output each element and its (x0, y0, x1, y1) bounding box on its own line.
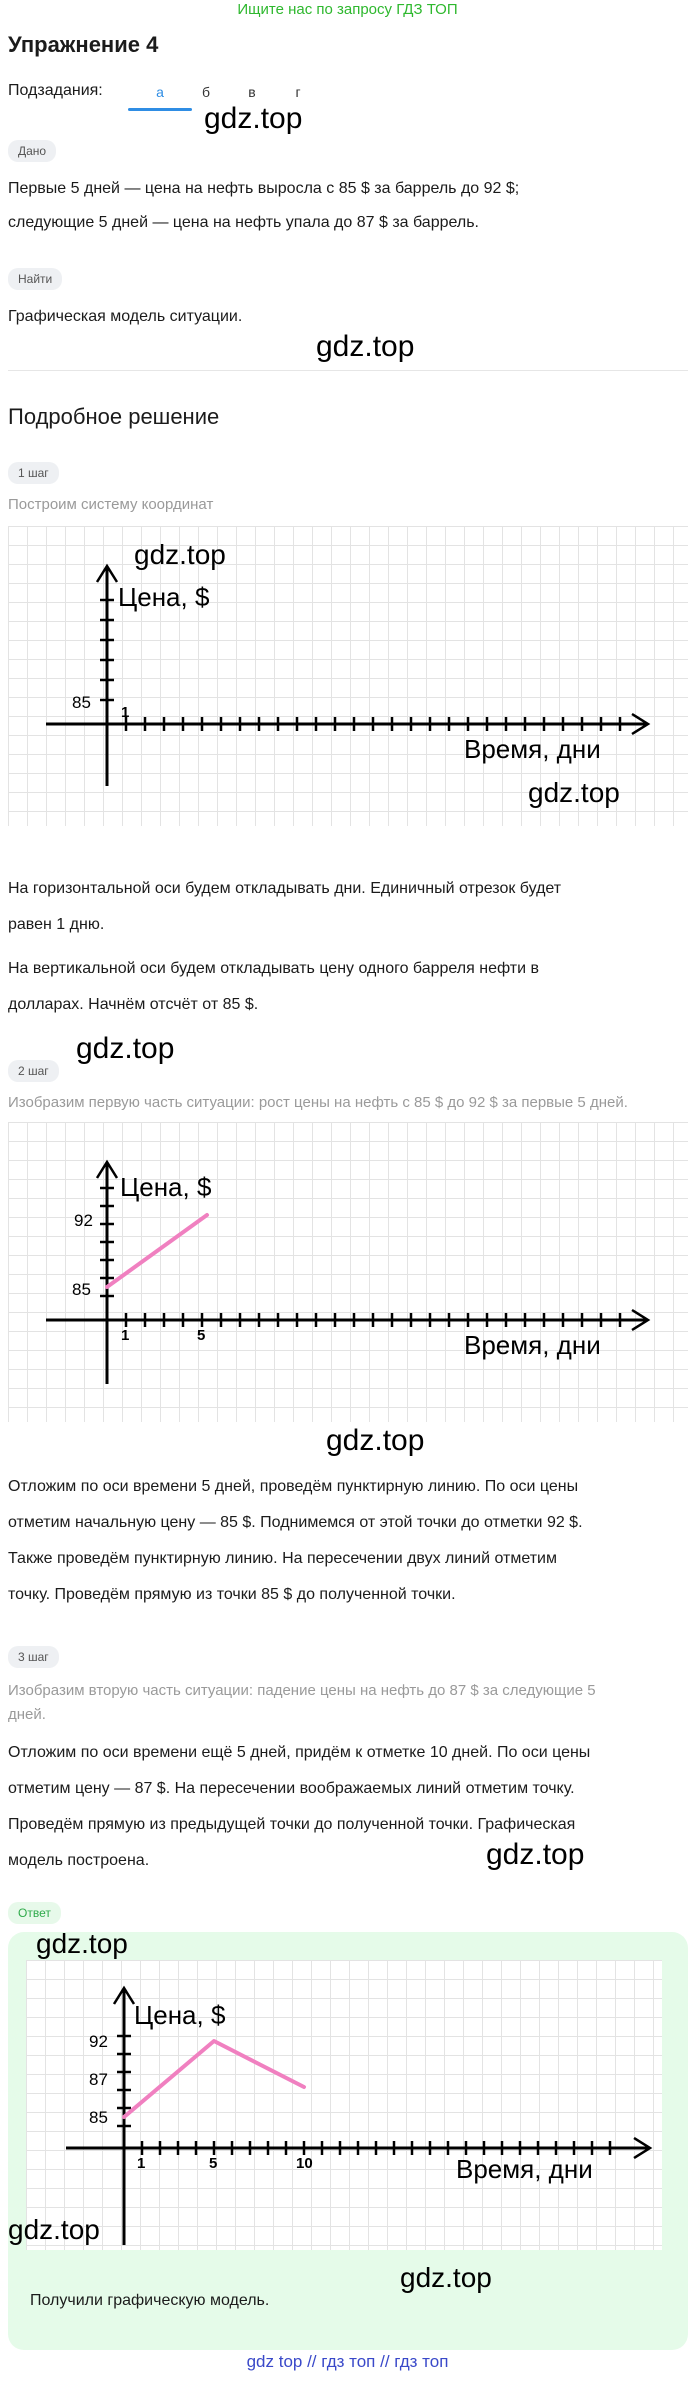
x-axis-label: Время, дни (456, 2154, 593, 2184)
watermark: gdz.top (528, 777, 620, 808)
y-axis-label: Цена, $ (118, 582, 210, 612)
step1-text4: долларах. Начнём отсчёт от 85 $. (8, 996, 259, 1013)
footer-links[interactable]: gdz top // гдз топ // гдз топ (246, 2352, 449, 2371)
answer-text: Получили графическую модель. (30, 2292, 270, 2309)
x-tick-label: 1 (121, 704, 130, 721)
step2-text3: Также проведём пунктирную линию. На пересечении двух линий отметим (8, 1550, 557, 1567)
subtasks-label: Подзадания: (8, 82, 103, 99)
x-tick-label-1: 1 (121, 1327, 130, 1344)
step3-text4: модель построена. (8, 1852, 150, 1869)
step3-caption2: дней. (8, 1706, 46, 1723)
series-line (124, 2041, 304, 2117)
given-pill: Дано (8, 140, 56, 162)
step1-caption: Построим систему координат (8, 496, 214, 513)
step3-text1: Отложим по оси времени ещё 5 дней, придём к отметке 10 дней. По оси цены (8, 1744, 591, 1761)
page-title: Упражнение 4 (8, 32, 159, 57)
watermark: gdz.top (486, 1838, 585, 1871)
y-tick-label-92: 92 (89, 2032, 108, 2051)
step2-pill: 2 шаг (8, 1060, 59, 1082)
step3-caption1: Изобразим вторую часть ситуации: падение цены на нефть до 87 $ за следующие 5 (8, 1682, 596, 1699)
step1-text1: На горизонтальной оси будем откладывать дни. Единичный отрезок будет (8, 880, 562, 897)
step3-pill: 3 шаг (8, 1646, 59, 1668)
y-tick-label: 85 (72, 693, 91, 712)
y-axis-label: Цена, $ (120, 1172, 212, 1202)
watermark: gdz.top (8, 2214, 100, 2245)
answer-pill: Ответ (8, 1902, 61, 1924)
x-tick-label-5: 5 (209, 2155, 218, 2172)
search-banner[interactable]: Ищите нас по запросу ГДЗ ТОП (237, 1, 458, 18)
step2-text2: отметим начальную цену — 85 $. Поднимемся от этой точки до отметки 92 $. (8, 1514, 583, 1531)
step3-text3: Проведём прямую из предыдущей точки до полученной точки. Графическая (8, 1816, 576, 1833)
given-text-line1: Первые 5 дней — цена на нефть выросла с 85 $ за баррель до 92 $; (8, 180, 520, 197)
step1-text3: На вертикальной оси будем откладывать цену одного барреля нефти в (8, 960, 539, 977)
y-axis-label: Цена, $ (134, 2000, 226, 2030)
y-tick-label-87: 87 (89, 2070, 108, 2089)
answer-graph (26, 1960, 662, 2250)
active-tab-indicator (128, 108, 192, 111)
step2-text1: Отложим по оси времени 5 дней, проведём пунктирную линию. По оси цены (8, 1478, 579, 1495)
watermark: gdz.top (76, 1032, 175, 1065)
step2-text4: точку. Проведём прямую из точки 85 $ до полученной точки. (8, 1586, 456, 1603)
watermark: gdz.top (134, 539, 226, 570)
tab-a[interactable]: а (156, 84, 164, 100)
step1-graph (8, 526, 688, 826)
step3-text2: отметим цену — 87 $. На пересечении воображаемых линий отметим точку. (8, 1780, 575, 1797)
x-axis-label: Время, дни (464, 1330, 601, 1360)
x-axis-label: Время, дни (464, 734, 601, 764)
watermark: gdz.top (204, 102, 303, 135)
step2-graph (8, 1122, 688, 1422)
tab-v[interactable]: в (248, 84, 256, 100)
series-line (107, 1215, 207, 1287)
y-tick-label-85: 85 (89, 2108, 108, 2127)
given-text-line2: следующие 5 дней — цена на нефть упала до 87 $ за баррель. (8, 214, 479, 231)
x-tick-label-1: 1 (137, 2155, 146, 2172)
x-tick-label-5: 5 (197, 1327, 206, 1344)
y-tick-label-85: 85 (72, 1280, 91, 1299)
tab-g[interactable]: г (295, 84, 301, 100)
tab-b[interactable]: б (201, 84, 211, 100)
step2-caption: Изобразим первую часть ситуации: рост цены на нефть с 85 $ до 92 $ за первые 5 дней. (8, 1094, 628, 1111)
watermark: gdz.top (326, 1424, 425, 1457)
step1-text2: равен 1 дню. (8, 916, 105, 933)
watermark: gdz.top (36, 1928, 128, 1959)
divider (8, 370, 688, 371)
find-text: Графическая модель ситуации. (8, 308, 243, 325)
solution-title: Подробное решение (8, 404, 220, 429)
watermark: gdz.top (316, 330, 415, 363)
y-tick-label-92: 92 (74, 1211, 93, 1230)
step1-pill: 1 шаг (8, 462, 59, 484)
find-pill: Найти (8, 268, 62, 290)
x-tick-label-10: 10 (296, 2155, 313, 2172)
watermark: gdz.top (400, 2262, 492, 2293)
